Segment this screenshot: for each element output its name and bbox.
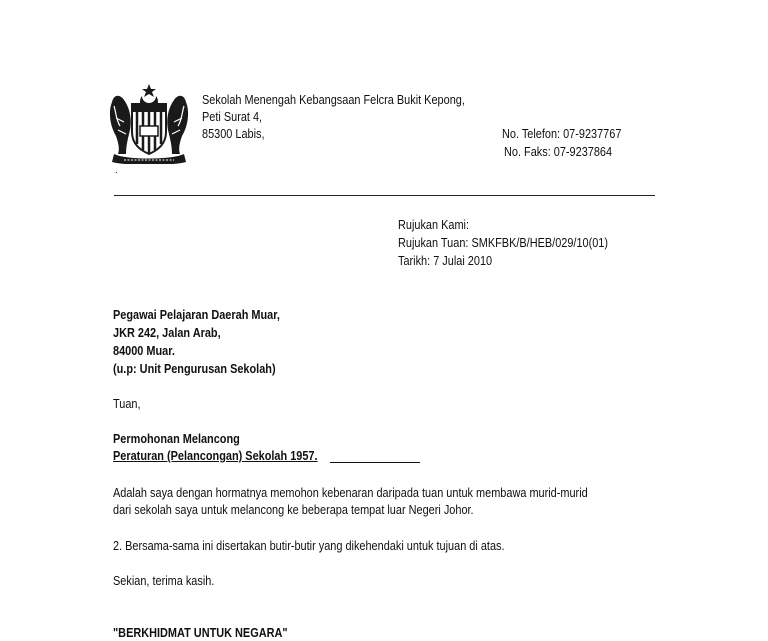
motto-partial: "BERKHIDMAT UNTUK NEGARA" [113,625,288,640]
stray-dot: . [115,165,118,176]
subject-underline [330,462,420,463]
telephone-number: No. Telefon: 07-9237767 [502,126,622,141]
letterhead-divider [114,195,655,196]
school-name: Sekolah Menengah Kebangsaan Felcra Bukit Kepong, [202,92,465,107]
subject-line-1: Permohonan Melancong [113,431,240,446]
recipient-line-1: Pegawai Pelajaran Daerah Muar, [113,307,280,322]
our-reference: Rujukan Kami: [398,217,470,232]
recipient-line-2: JKR 242, Jalan Arab, [113,325,221,340]
coat-of-arms-logo [106,82,192,164]
address-line-2: 85300 Labis, [202,126,265,141]
recipient-line-4: (u.p: Unit Pengurusan Sekolah) [113,361,276,376]
closing-line: Sekian, terima kasih. [113,573,215,588]
body-paragraph-2: 2. Bersama-sama ini disertakan butir-butir yang dikehendaki untuk tujuan di atas. [113,538,505,553]
salutation: Tuan, [113,396,141,411]
body-paragraph-1-line-1: Adalah saya dengan hormatnya memohon kebenaran daripada tuan untuk membawa murid-murid [113,485,588,500]
body-paragraph-1-line-2: dari sekolah saya untuk melancong ke beberapa tempat luar Negeri Johor. [113,502,474,517]
fax-number: No. Faks: 07-9237864 [504,144,613,159]
recipient-line-3: 84000 Muar. [113,343,175,358]
subject-line-2: Peraturan (Pelancongan) Sekolah 1957. [113,448,318,463]
letter-date: Tarikh: 7 Julai 2010 [398,253,493,268]
address-line-1: Peti Surat 4, [202,109,263,124]
your-reference: Rujukan Tuan: SMKFBK/B/HEB/029/10(01) [398,235,609,250]
